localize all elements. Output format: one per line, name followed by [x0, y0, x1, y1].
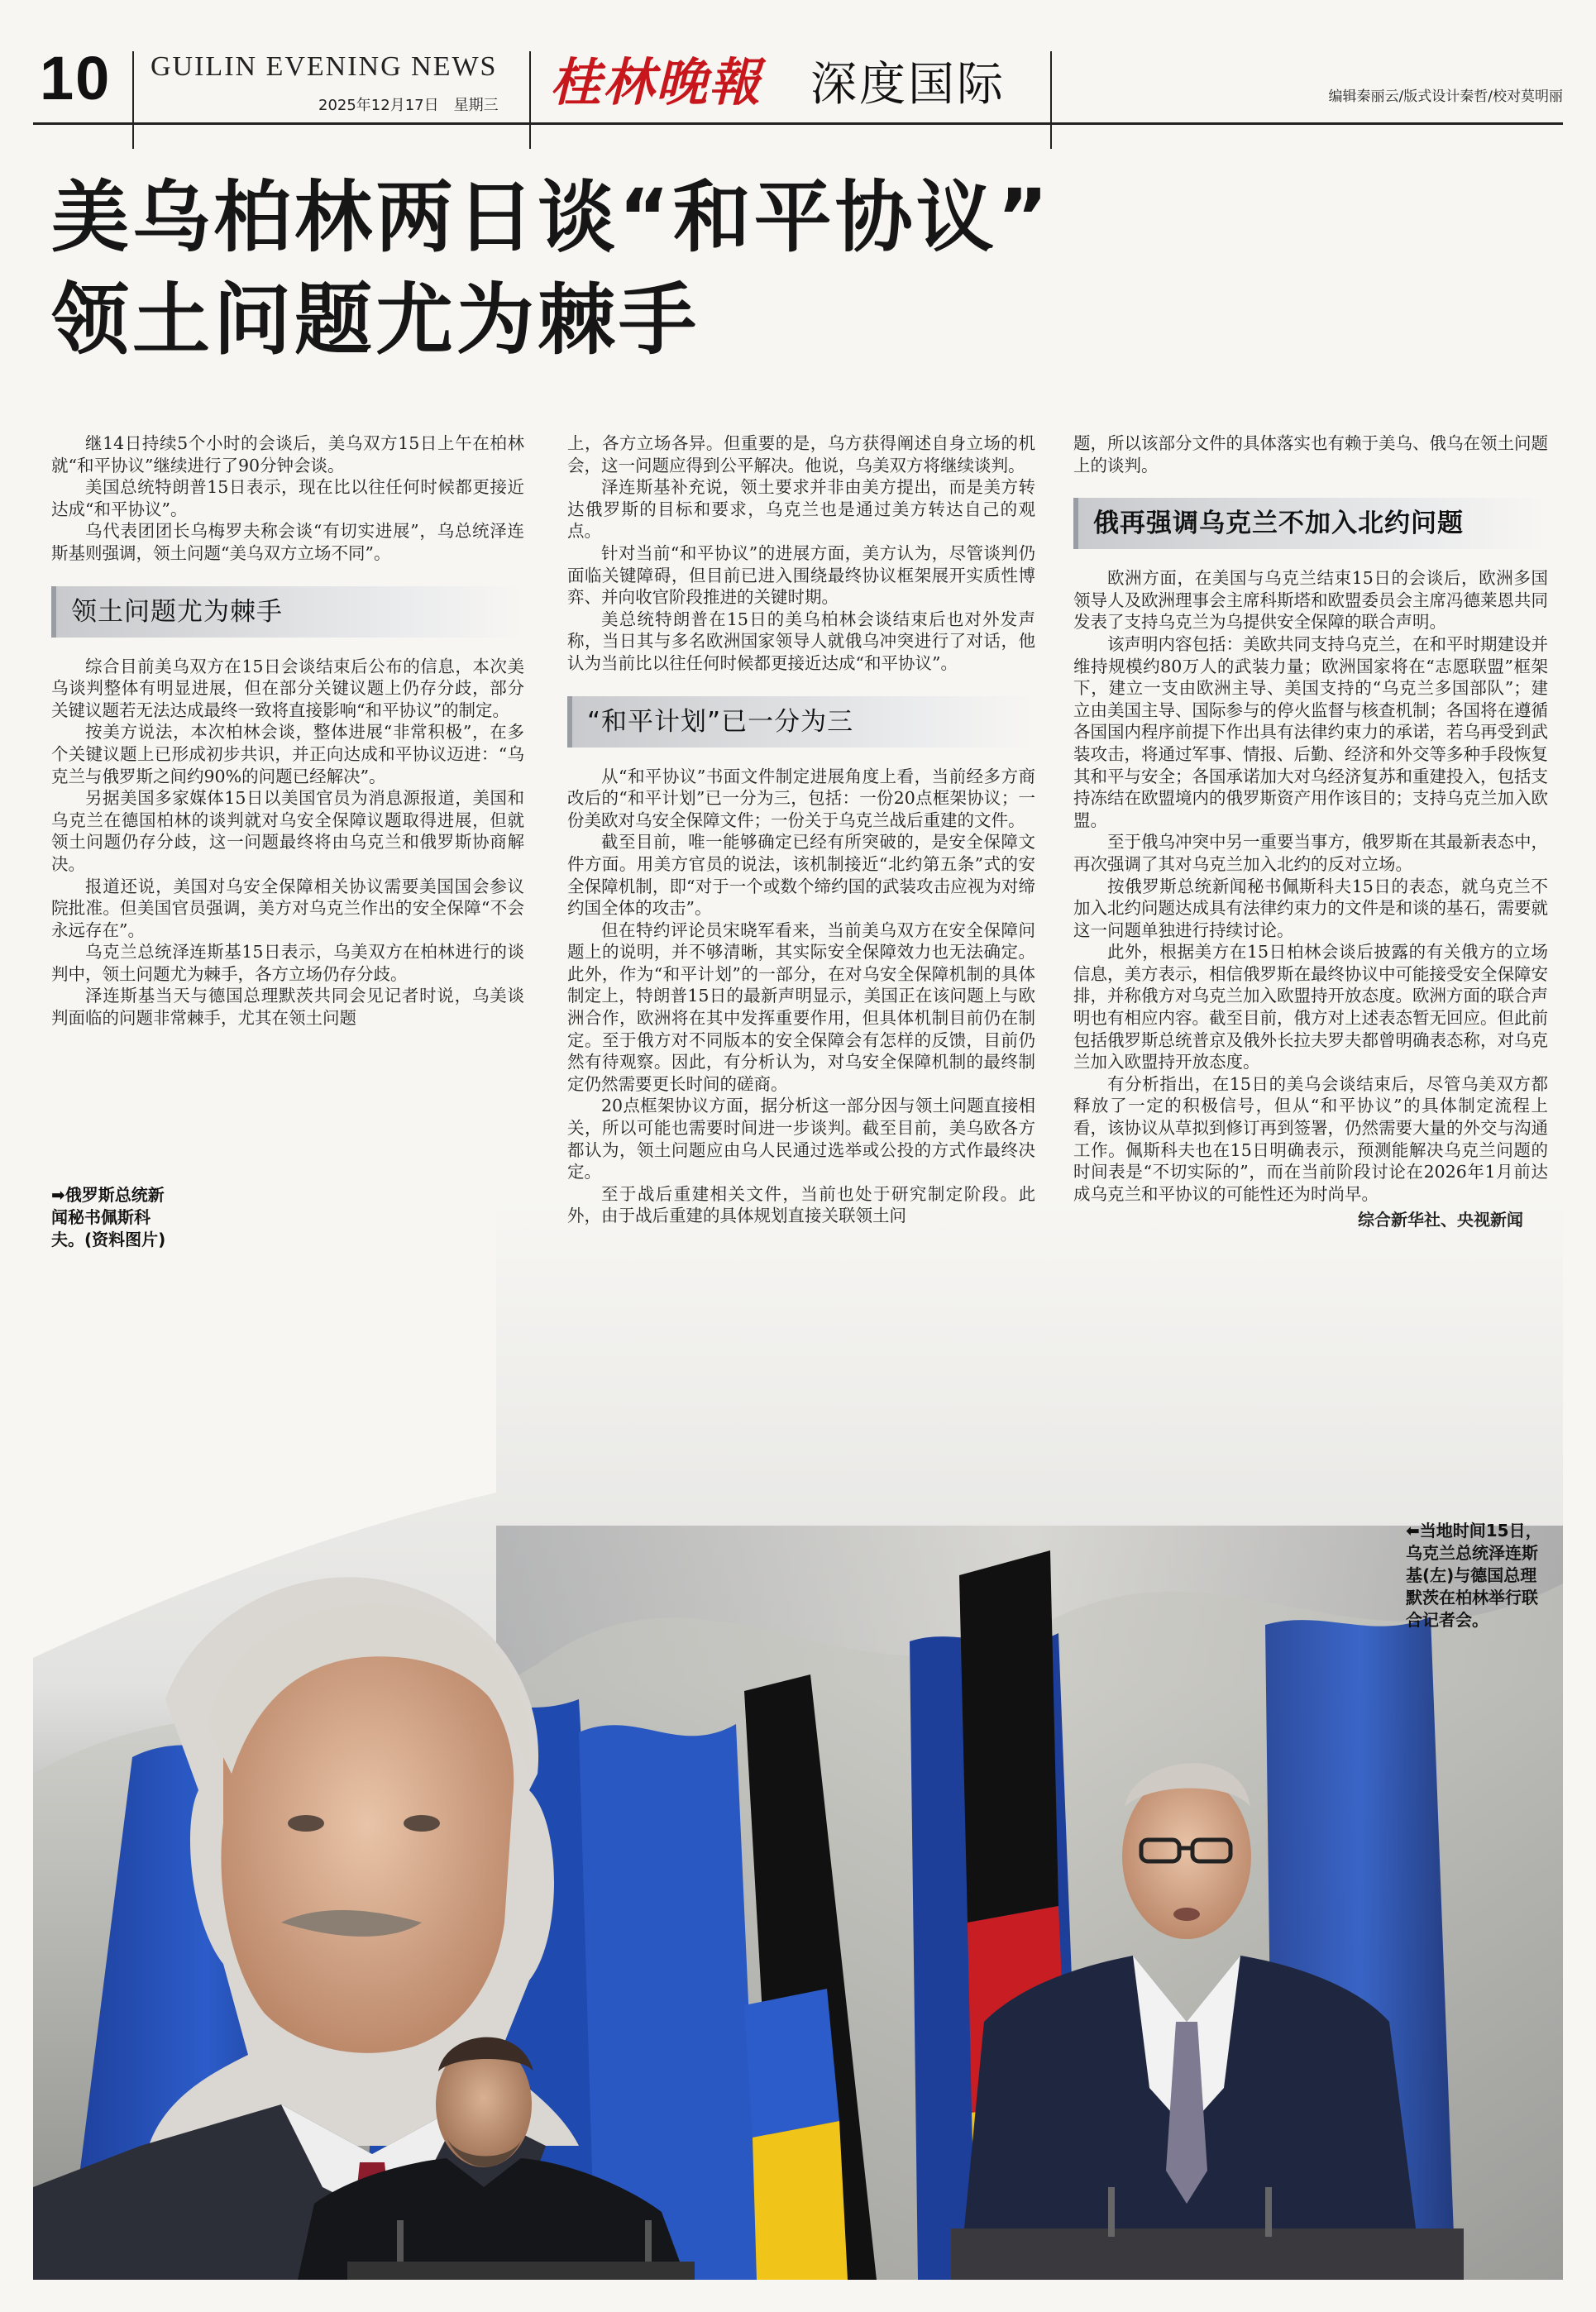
divider	[1050, 51, 1052, 149]
header-rule	[33, 122, 1563, 125]
paragraph: 欧洲方面，在美国与乌克兰结束15日的会谈后，欧洲多国领导人及欧洲理事会主席科斯塔和欧盟委员会主席冯德莱恩共同发表了支持乌克兰为乌提供安全保障的联合声明。	[1073, 568, 1548, 633]
divider	[132, 51, 134, 149]
paragraph: 泽连斯基当天与德国总理默茨共同会见记者时说，乌美谈判面临的问题非常棘手，尤其在领土问题	[51, 986, 524, 1029]
paragraph: 20点框架协议方面，据分析这一部分因与领土问题直接相关，所以可能也需要时间进一步谈判。截至目前，美乌欧各方都认为，领土问题应由乌人民通过选举或公投的方式作最终决定。	[567, 1096, 1035, 1182]
paragraph: 按美方说法，本次柏林会谈，整体进展“非常积极”，在多个关键议题上已形成初步共识，并正向达成和平协议迈进：“乌克兰与俄罗斯之间约90%的问题已经解决”。	[51, 722, 524, 786]
headline	[51, 167, 1052, 372]
paragraph: 泽连斯基补充说，领土要求并非由美方提出，而是美方转达俄罗斯的目标和要求，乌克兰也是通过美方转达自己的观点。	[567, 477, 1035, 542]
paragraph: 有分析指出，在15日的美乌会谈结束后，尽管乌美双方都释放了一定的积极信号，但从“和平协议”的具体制定流程上看，该协议从草拟到修订再到签署，仍然需要大量的外交与沟通工作。佩斯科夫也在15日明确表示，预测能解决乌克兰问题的时间表是“不切实际的”，而在当前阶段讨论在2026年1月前达成乌克兰和平协议的可能性还为时尚早。	[1073, 1073, 1548, 1204]
paragraph: 至于战后重建相关文件，当前也处于研究制定阶段。此外，由于战后重建的具体规划直接关联领土问	[567, 1183, 1035, 1226]
paragraph: 乌克兰总统泽连斯基15日表示，乌美双方在柏林进行的谈判中，领土问题尤为棘手，各方立场仍存分歧。	[51, 942, 524, 984]
headline-line-2: 领土问题尤为棘手	[51, 275, 700, 365]
paragraph: 针对当前“和平协议”的进展方面，美方认为，尽管谈判仍面临关键障碍，但目前已进入围绕最终协议框架展开实质性博弈、并向收官阶段推进的关键时期。	[567, 542, 1035, 608]
paragraph: 按俄罗斯总统新闻秘书佩斯科夫15日的表态，就乌克兰不加入北约问题达成具有法律约束力的文件是和谈的基石，需要就这一问题单独进行持续讨论。	[1073, 876, 1548, 940]
paragraph: 乌代表团团长乌梅罗夫称会谈“有切实进展”，乌总统泽连斯基则强调，领土问题“美乌双方立场不同”。	[51, 521, 524, 563]
paragraph: 从“和平协议”书面文件制定进展角度上看，当前经多方商改后的“和平计划”已一分为三，包括：一份20点框架协议；一份美欧对乌安全保障文件；一份关于乌克兰战后重建的文件。	[567, 766, 1035, 830]
subhead-nato: 俄再强调乌克兰不加入北约问题	[1073, 498, 1548, 549]
source-credit: 综合新华社、央视新闻	[1358, 1210, 1523, 1230]
english-masthead: GUILIN EVENING NEWS	[151, 51, 498, 82]
paragraph: 题，所以该部分文件的具体落实也有赖于美乌、俄乌在领土问题上的谈判。	[1073, 433, 1548, 475]
article-column-1	[51, 432, 524, 1029]
subhead-peace-plan: “和平计划”已一分为三	[567, 696, 1035, 748]
paragraph: 截至目前，唯一能够确定已经有所突破的，是安全保障文件方面。用美方官员的说法，该机制接近“北约第五条”式的安全保障机制，即“对于一个或数个缔约国的武装攻击应视为对缔约国全体的攻击”。	[567, 832, 1035, 919]
paragraph: 综合目前美乌双方在15日会谈结束后公布的信息，本次美乌谈判整体有明显进展，但在部分关键议题上仍存分歧，部分关键议题若无法达成最终一致将直接影响“和平协议”的制定。	[51, 656, 524, 720]
paragraph: 另据美国多家媒体15日以美国官员为消息源报道，美国和乌克兰在德国柏林的谈判就对乌安全保障议题取得进展，但就领土问题仍存分歧，这一问题最终将由乌克兰和俄罗斯协商解决。	[51, 788, 524, 874]
newspaper-logo: 桂林晚報	[550, 52, 762, 112]
paragraph: 继14日持续5个小时的会谈后，美乌双方15日上午在柏林就“和平协议”继续进行了90分钟会谈。	[51, 433, 524, 475]
paragraph: 该声明内容包括：美欧共同支持乌克兰，在和平时期建设并维持规模约80万人的武装力量；欧洲国家将在“志愿联盟”框架下，建立一支由欧洲主导、美国支持的“乌克兰多国部队”；建立由美国主导、国际参与的停火监督与核查机制；各国将在遵循各国国内程序前提下作出具有法律约束力的承诺，若乌再受到武装攻击，将通过军事、情报、后勤、经济和外交等多种手段恢复其和平与安全；各国承诺加大对乌经济复苏和重建投入，包括支持冻结在欧盟境内的俄罗斯资产用作该目的；支持乌克兰加入欧盟。	[1073, 633, 1548, 830]
paragraph: 此外，根据美方在15日柏林会谈后披露的有关俄方的立场信息，美方表示，相信俄罗斯在最终协议中可能接受安全保障安排，并称俄方对乌克兰加入欧盟持开放态度。欧洲方面的联合声明也有相应内容。截至目前，俄方对上述表态暂无回应。但此前包括俄罗斯总统普京及俄外长拉夫罗夫都曾明确表态称，对乌克兰加入欧盟持开放态度。	[1073, 942, 1548, 1072]
divider	[529, 51, 531, 149]
press-conference-photo	[33, 1195, 1563, 2280]
masthead	[33, 33, 1563, 124]
section-name: 深度国际	[810, 58, 1006, 112]
paragraph: 美国总统特朗普15日表示，现在比以往任何时候都更接近达成“和平协议”。	[51, 477, 524, 519]
paragraph: 上，各方立场各异。但重要的是，乌方获得阐述自身立场的机会，这一问题应得到公平解决。他说，乌美双方将继续谈判。	[567, 433, 1035, 475]
news-photo	[33, 1195, 1563, 2280]
paragraph: 美总统特朗普在15日的美乌柏林会谈结束后也对外发声称，当日其与多名欧洲国家领导人就俄乌冲突进行了对话，他认为当前比以往任何时候都更接近达成“和平协议”。	[567, 609, 1035, 673]
article-column-2	[567, 432, 1035, 1227]
paragraph: 但在特约评论员宋晓军看来，当前美乌双方在安全保障问题上的说明，并不够清晰，其实际安全保障效力也无法确定。此外，作为“和平计划”的一部分，在对乌安全保障机制的具体制定上，特朗普15日的最新声明显示，美国正在该问题上与欧洲合作，欧洲将在其中发挥重要作用，但具体机制目前仍在制定。至于俄方对不同版本的安全保障会有怎样的反馈，目前仍然有待观察。因此，有分析认为，对乌安全保障机制的最终制定仍然需要更长时间的磋商。	[567, 920, 1035, 1094]
headline-line-1: 美乌柏林两日谈“和平协议”	[51, 173, 1052, 263]
page-number: 10	[40, 44, 112, 112]
paragraph: 报道还说，美国对乌安全保障相关协议需要美国国会参议院批准。但美国官员强调，美方对乌克兰作出的安全保障“不会永远存在”。	[51, 876, 524, 940]
article-column-3	[1073, 432, 1548, 1230]
photo-caption-peskov: ➡俄罗斯总统新闻秘书佩斯科夫。(资料图片)	[51, 1185, 166, 1249]
editor-credits: 编辑秦丽云/版式设计秦哲/校对莫明丽	[1328, 88, 1563, 105]
photo-caption-press-conference: ⬅当地时间15日，乌克兰总统泽连斯基(左)与德国总理默茨在柏林举行联合记者会。	[1406, 1521, 1542, 1630]
issue-date: 2025年12月17日 星期三	[318, 97, 499, 114]
subhead-territory: 领土问题尤为棘手	[51, 586, 524, 638]
paragraph: 至于俄乌冲突中另一重要当事方，俄罗斯在其最新表态中，再次强调了其对乌克兰加入北约的反对立场。	[1073, 832, 1548, 874]
